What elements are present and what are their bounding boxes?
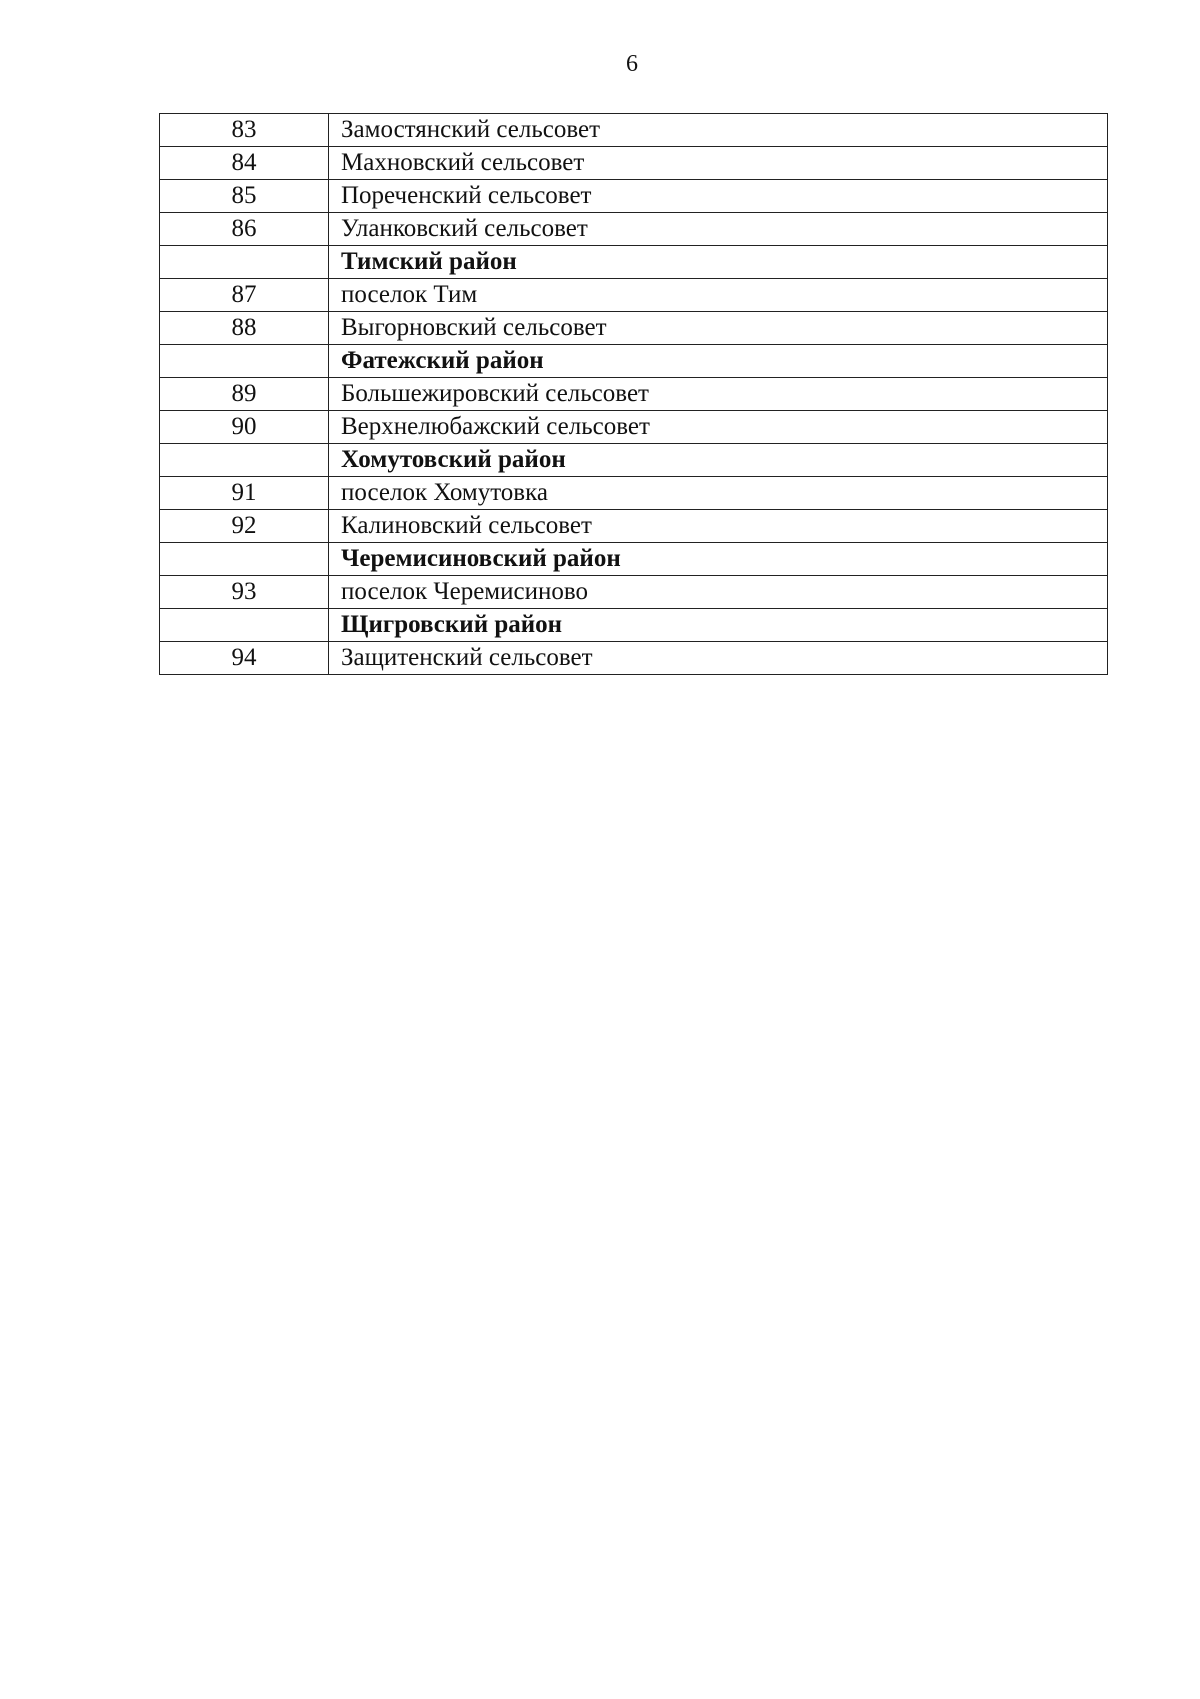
settlement-name-cell: Выгорновский сельсовет <box>329 312 1108 345</box>
district-header-row <box>160 609 1108 642</box>
row-number-cell: 86 <box>160 213 329 246</box>
row-number-cell: 91 <box>160 477 329 510</box>
district-name-cell: Фатежский район <box>329 345 1108 378</box>
table-row <box>160 279 1108 312</box>
table-row <box>160 477 1108 510</box>
row-number-cell <box>160 609 329 642</box>
table-row <box>160 147 1108 180</box>
municipality-table <box>159 113 1108 675</box>
settlement-name-cell: Большежировский сельсовет <box>329 378 1108 411</box>
row-number-cell <box>160 246 329 279</box>
settlement-name-cell: поселок Хомутовка <box>329 477 1108 510</box>
district-name-cell: Щигровский район <box>329 609 1108 642</box>
row-number-cell: 85 <box>160 180 329 213</box>
district-name-cell: Черемисиновский район <box>329 543 1108 576</box>
settlement-name-cell: Уланковский сельсовет <box>329 213 1108 246</box>
table-row <box>160 510 1108 543</box>
district-header-row <box>160 246 1108 279</box>
row-number-cell: 93 <box>160 576 329 609</box>
settlement-name-cell: Замостянский сельсовет <box>329 114 1108 147</box>
table-row <box>160 114 1108 147</box>
row-number-cell: 90 <box>160 411 329 444</box>
page-number: 6 <box>626 51 638 77</box>
settlement-name-cell: Пореченский сельсовет <box>329 180 1108 213</box>
settlement-name-cell: поселок Черемисиново <box>329 576 1108 609</box>
table-row <box>160 642 1108 675</box>
district-name-cell: Хомутовский район <box>329 444 1108 477</box>
table-row <box>160 180 1108 213</box>
row-number-cell <box>160 543 329 576</box>
district-header-row <box>160 543 1108 576</box>
settlement-name-cell: поселок Тим <box>329 279 1108 312</box>
table-row <box>160 576 1108 609</box>
settlement-name-cell: Калиновский сельсовет <box>329 510 1108 543</box>
row-number-cell: 87 <box>160 279 329 312</box>
district-name-cell: Тимский район <box>329 246 1108 279</box>
row-number-cell <box>160 444 329 477</box>
district-header-row <box>160 345 1108 378</box>
district-header-row <box>160 444 1108 477</box>
row-number-cell: 94 <box>160 642 329 675</box>
settlement-name-cell: Верхнелюбажский сельсовет <box>329 411 1108 444</box>
table-row <box>160 378 1108 411</box>
table-body <box>160 114 1108 675</box>
row-number-cell: 84 <box>160 147 329 180</box>
row-number-cell: 92 <box>160 510 329 543</box>
row-number-cell: 83 <box>160 114 329 147</box>
row-number-cell <box>160 345 329 378</box>
row-number-cell: 89 <box>160 378 329 411</box>
settlement-name-cell: Защитенский сельсовет <box>329 642 1108 675</box>
table-row <box>160 213 1108 246</box>
row-number-cell: 88 <box>160 312 329 345</box>
table-row <box>160 312 1108 345</box>
table-row <box>160 411 1108 444</box>
settlement-name-cell: Махновский сельсовет <box>329 147 1108 180</box>
